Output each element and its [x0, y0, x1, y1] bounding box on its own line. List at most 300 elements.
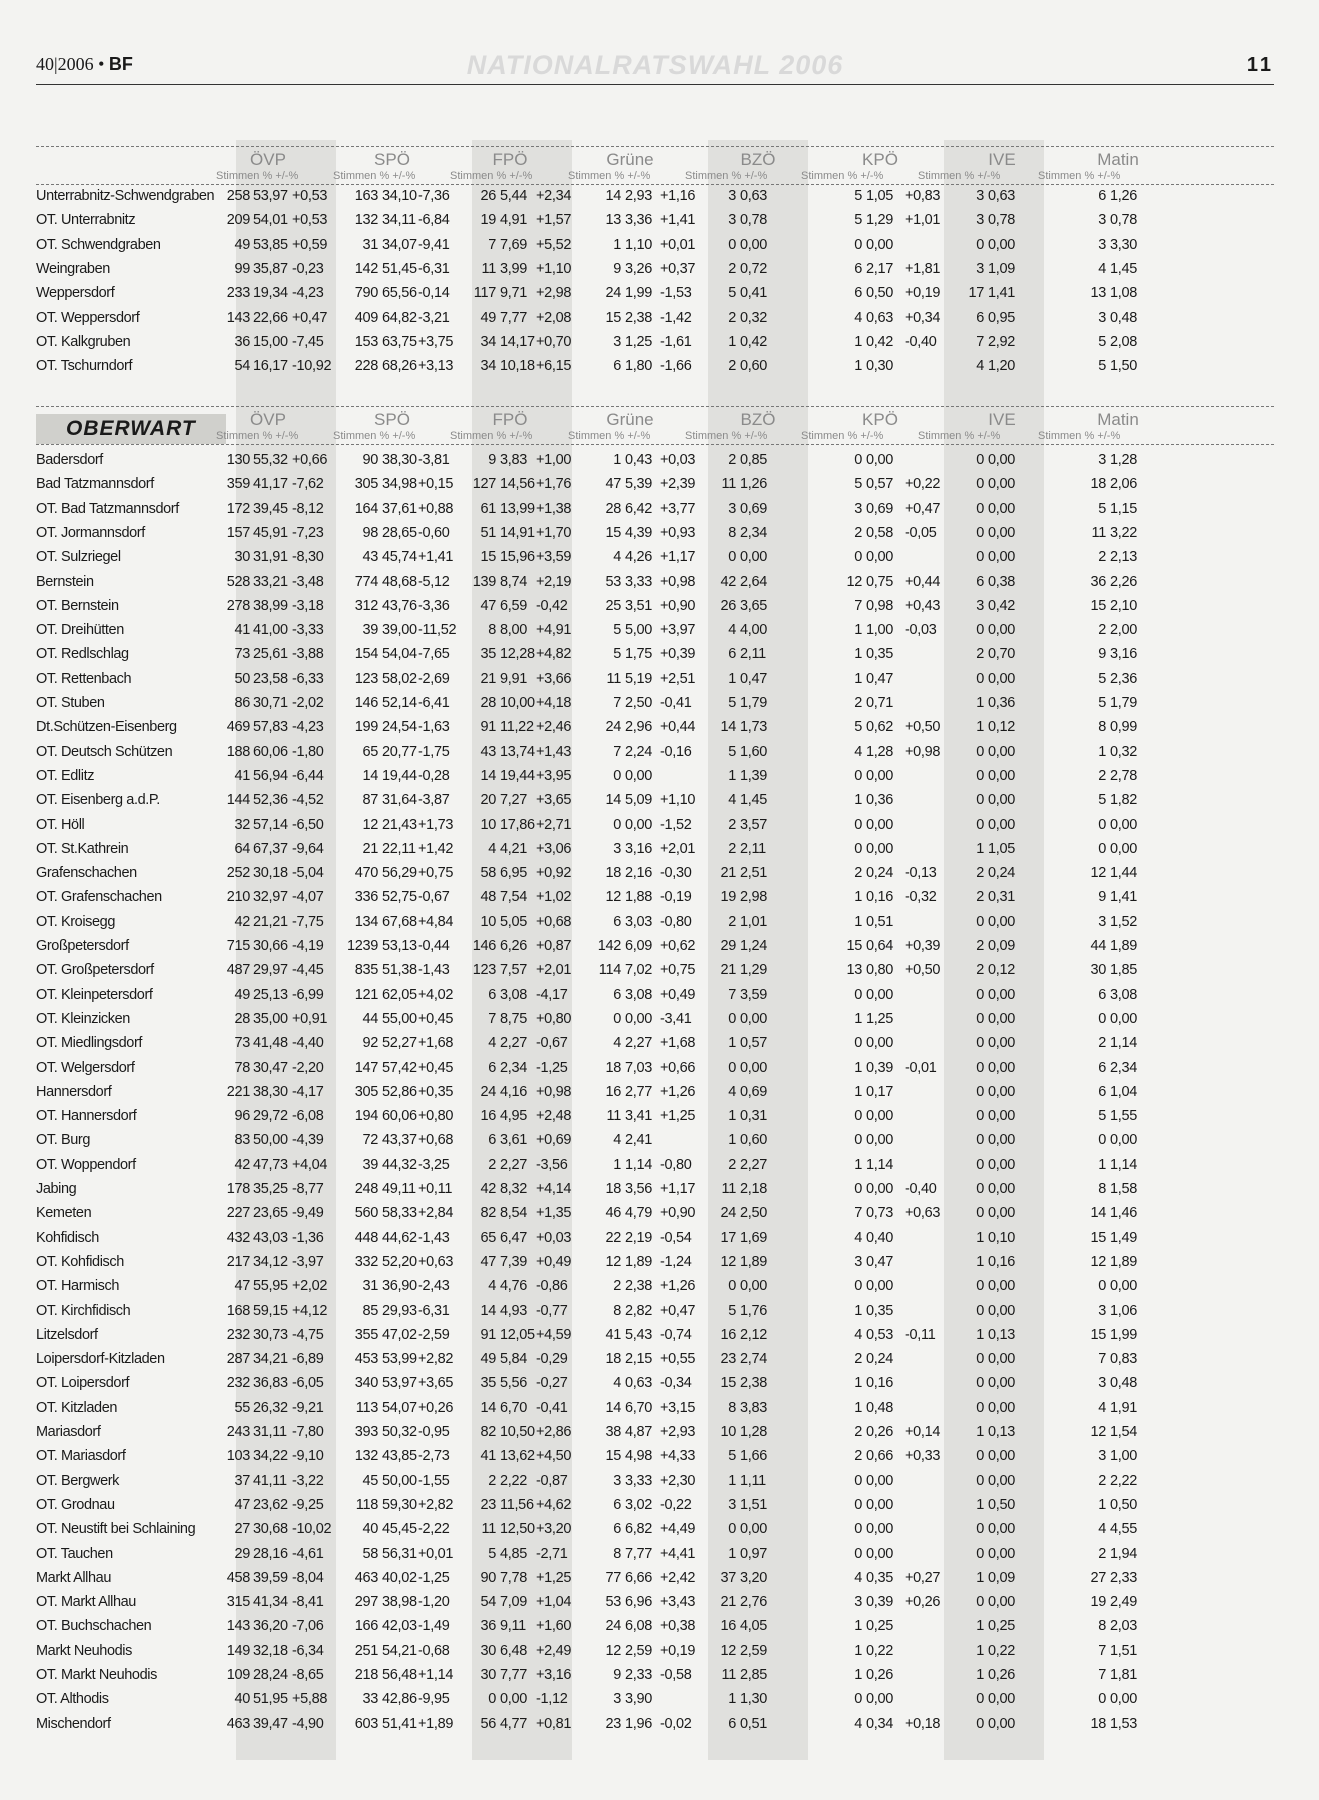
percent-cell: 25,13 — [253, 986, 288, 1003]
votes-cell: 5 — [1098, 333, 1106, 350]
votes-cell: 0 — [854, 1496, 862, 1513]
percent-cell: 7,02 — [625, 962, 653, 979]
votes-cell: 336 — [354, 889, 378, 906]
votes-cell: 12 — [605, 1253, 621, 1270]
percent-cell: 0,00 — [988, 1010, 1016, 1027]
percent-cell: 2,22 — [500, 1472, 528, 1489]
percent-cell: 0,00 — [1110, 1691, 1138, 1708]
change-cell: +2,34 — [536, 188, 572, 204]
percent-cell: 0,00 — [740, 1521, 768, 1538]
percent-cell: 0,09 — [988, 1569, 1016, 1586]
change-cell: -4,52 — [292, 792, 324, 809]
change-cell: -2,20 — [292, 1059, 324, 1076]
change-cell: +0,63 — [905, 1205, 941, 1222]
municipality-name: OT. Markt Allhau — [36, 1594, 136, 1611]
percent-cell: 4,91 — [500, 212, 528, 229]
percent-cell: 0,38 — [988, 573, 1016, 590]
municipality-name: Dt.Schützen-Eisenberg — [36, 719, 177, 736]
change-cell: -1,63 — [418, 719, 450, 736]
percent-cell: 19,44 — [382, 767, 417, 784]
percent-cell: 0,97 — [740, 1545, 768, 1562]
change-cell: +1,35 — [536, 1205, 572, 1222]
votes-cell: 6 — [613, 1496, 621, 1513]
votes-cell: 359 — [226, 476, 250, 493]
percent-cell: 1,09 — [988, 260, 1016, 277]
percent-cell: 56,94 — [253, 767, 288, 784]
percent-cell: 4,26 — [625, 549, 653, 566]
change-cell: +0,66 — [660, 1059, 696, 1076]
change-cell: -1,53 — [660, 285, 692, 302]
percent-cell: 2,33 — [1110, 1569, 1138, 1586]
votes-cell: 790 — [354, 285, 378, 302]
votes-cell: 18 — [1090, 476, 1106, 493]
change-cell: -8,65 — [292, 1667, 324, 1683]
votes-cell: 49 — [480, 309, 496, 326]
votes-cell: 4 — [488, 840, 496, 857]
votes-cell: 0 — [854, 1035, 862, 1052]
votes-cell: 0 — [1098, 1132, 1106, 1149]
change-cell: +0,37 — [660, 260, 696, 277]
change-cell: -9,25 — [292, 1496, 324, 1513]
percent-cell: 1,46 — [1110, 1205, 1138, 1222]
region-title: OBERWART — [36, 414, 226, 444]
percent-cell: 12,50 — [500, 1521, 535, 1538]
percent-cell: 45,45 — [382, 1521, 417, 1538]
municipality-name: OT. Hannersdorf — [36, 1108, 137, 1125]
percent-cell: 1,14 — [866, 1156, 894, 1173]
votes-cell: 40 — [362, 1521, 378, 1538]
percent-cell: 3,02 — [625, 1496, 653, 1513]
percent-cell: 1,88 — [625, 889, 653, 906]
votes-cell: 4 — [728, 622, 736, 639]
percent-cell: 39,45 — [253, 500, 288, 517]
change-cell: +0,88 — [418, 500, 454, 517]
votes-cell: 0 — [613, 767, 621, 784]
change-cell: +0,35 — [418, 1083, 454, 1100]
percent-cell: 38,30 — [382, 452, 417, 468]
column-subheader — [568, 170, 650, 182]
percent-cell: 3,90 — [625, 1691, 653, 1708]
change-cell: +1,73 — [418, 816, 454, 833]
votes-cell: 1 — [854, 1010, 862, 1027]
table-row — [36, 1420, 1274, 1444]
votes-cell: 0 — [976, 743, 984, 760]
percent-cell: 0,00 — [988, 1181, 1016, 1197]
diff-label: +/-% — [1097, 430, 1121, 442]
change-cell: -0,29 — [536, 1351, 568, 1368]
votes-cell: 0 — [976, 1205, 984, 1222]
percent-cell: 0,00 — [988, 913, 1016, 930]
votes-cell: 9 — [488, 452, 496, 468]
change-cell: -6,50 — [292, 816, 324, 833]
percent-cell: 7,54 — [500, 889, 528, 906]
municipality-name: OT. Bad Tatzmannsdorf — [36, 500, 179, 517]
change-cell: +2,19 — [536, 573, 572, 590]
votes-cell: 0 — [976, 767, 984, 784]
votes-cell: 393 — [354, 1424, 378, 1440]
percent-cell: 44,32 — [382, 1156, 417, 1173]
percent-cell: 41,11 — [253, 1472, 287, 1489]
percent-cell: 1,91 — [1110, 1399, 1138, 1416]
votes-cell: 7 — [488, 236, 496, 253]
change-cell: -0,42 — [536, 597, 568, 614]
change-cell: -0,01 — [905, 1059, 937, 1076]
diff-label: +/-% — [392, 170, 416, 182]
percent-cell: 3,08 — [1110, 986, 1138, 1003]
votes-cell: 2 — [488, 1472, 496, 1489]
votes-cell: 44 — [1090, 938, 1106, 954]
change-cell: -3,48 — [292, 573, 324, 590]
votes-cell: 2 — [728, 840, 736, 857]
change-cell: +1,25 — [660, 1108, 696, 1125]
percent-cell: 5,09 — [625, 792, 653, 809]
percent-cell: 51,41 — [382, 1715, 417, 1732]
municipality-name: OT. Burg — [36, 1132, 91, 1149]
percent-cell: 0,00 — [740, 549, 768, 566]
stimmen-label: Stimmen — [801, 430, 845, 442]
change-cell: +1,41 — [418, 549, 454, 566]
percent-cell: 45,74 — [382, 549, 417, 566]
change-cell: +0,53 — [292, 188, 328, 204]
percent-cell: 4,98 — [625, 1448, 653, 1465]
votes-cell: 3 — [854, 1594, 862, 1611]
votes-cell: 21 — [480, 670, 496, 687]
change-cell: +1,81 — [905, 260, 941, 277]
section-header — [36, 400, 1274, 446]
percent-cell: 1,89 — [1110, 938, 1138, 954]
votes-cell: 7 — [613, 743, 621, 760]
votes-cell: 1 — [854, 333, 862, 350]
percent-cell: 0,69 — [866, 500, 894, 517]
percent-cell: 28,16 — [253, 1545, 288, 1562]
votes-cell: 12 — [846, 573, 862, 590]
change-cell: -6,08 — [292, 1108, 324, 1125]
votes-cell: 16 — [720, 1618, 736, 1635]
votes-cell: 258 — [226, 188, 250, 204]
votes-cell: 21 — [720, 962, 736, 979]
percent-cell: 0,00 — [866, 1108, 894, 1125]
votes-cell: 453 — [354, 1351, 378, 1368]
percent-cell: 42,86 — [382, 1691, 417, 1708]
percent-cell: 53,85 — [253, 236, 288, 253]
votes-cell: 199 — [354, 719, 378, 736]
votes-cell: 0 — [728, 1278, 736, 1295]
votes-cell: 48 — [480, 889, 496, 906]
percent-cell: 3,99 — [500, 260, 528, 277]
diff-label: +/-% — [275, 430, 299, 442]
votes-cell: 12 — [1090, 865, 1106, 882]
percent-cell: 0,24 — [866, 865, 894, 882]
votes-cell: 1 — [854, 1059, 862, 1076]
change-cell: -0,32 — [905, 889, 937, 906]
percent-cell: 7,39 — [500, 1253, 528, 1270]
votes-cell: 92 — [362, 1035, 378, 1052]
change-cell: +1,89 — [418, 1715, 454, 1732]
votes-cell: 7 — [1098, 1642, 1106, 1659]
municipality-name: Litzelsdorf — [36, 1326, 98, 1343]
votes-cell: 47 — [480, 597, 496, 614]
percent-cell: 5,05 — [500, 913, 528, 930]
change-cell: -4,39 — [292, 1132, 324, 1149]
stimmen-label: Stimmen — [1038, 430, 1082, 442]
votes-cell: 4 — [854, 1715, 862, 1732]
votes-cell: 49 — [234, 986, 250, 1003]
change-cell: -2,22 — [418, 1521, 450, 1538]
votes-cell: 9 — [1098, 646, 1106, 663]
change-cell: +3,06 — [536, 840, 572, 857]
change-cell: +0,19 — [660, 1642, 696, 1659]
change-cell: +0,93 — [660, 524, 696, 541]
votes-cell: 0 — [613, 816, 621, 833]
votes-cell: 13 — [1090, 285, 1106, 302]
percent-cell: 2,34 — [500, 1059, 528, 1076]
votes-cell: 1 — [854, 792, 862, 809]
change-cell: -1,20 — [418, 1594, 450, 1611]
votes-cell: 15 — [846, 938, 862, 954]
votes-cell: 1 — [1098, 1156, 1106, 1173]
municipality-name: OT. Buchschachen — [36, 1618, 152, 1635]
votes-cell: 0 — [854, 767, 862, 784]
section-header — [36, 140, 1274, 186]
votes-cell: 1 — [976, 1424, 984, 1440]
votes-cell: 0 — [976, 622, 984, 639]
percent-cell: 0,16 — [866, 889, 894, 906]
percent-cell: 50,00 — [382, 1472, 417, 1489]
percent-cell: 2,27 — [740, 1156, 768, 1173]
percent-cell: 47,73 — [253, 1156, 288, 1173]
municipality-name: OT. Edlitz — [36, 767, 95, 784]
votes-cell: 90 — [362, 452, 378, 468]
table-row — [36, 594, 1274, 618]
votes-cell: 35 — [480, 646, 496, 663]
percent-cell: 0,00 — [988, 500, 1016, 517]
percent-cell: 57,14 — [253, 816, 288, 833]
municipality-name: OT. Kalkgruben — [36, 333, 131, 350]
percent-cell: 10,50 — [500, 1424, 535, 1440]
percent-cell: 0,17 — [866, 1083, 894, 1100]
votes-cell: 164 — [354, 500, 378, 517]
percent-cell: 4,87 — [625, 1424, 653, 1440]
votes-cell: 4 — [976, 358, 984, 375]
change-cell: +1,26 — [660, 1278, 696, 1295]
percent-cell: 0,73 — [866, 1205, 894, 1222]
votes-cell: 251 — [354, 1642, 378, 1659]
diff-label: +/-% — [744, 430, 768, 442]
percent-cell: 2,08 — [1110, 333, 1138, 350]
percent-cell: 51,38 — [382, 962, 417, 979]
percent-cell: 1,00 — [866, 622, 894, 639]
votes-cell: 43 — [480, 743, 496, 760]
percent-cell: 36,90 — [382, 1278, 417, 1295]
percent-cell: 2,24 — [625, 743, 653, 760]
change-cell: -4,75 — [292, 1326, 324, 1343]
change-cell: -2,71 — [536, 1545, 568, 1562]
municipality-name: Jabing — [36, 1181, 77, 1197]
votes-cell: 72 — [362, 1132, 378, 1149]
votes-cell: 143 — [226, 309, 250, 326]
votes-cell: 154 — [354, 646, 378, 663]
percent-cell: 39,47 — [253, 1715, 288, 1732]
percent-cell: 0,00 — [866, 452, 894, 468]
change-cell: +0,90 — [660, 1205, 696, 1222]
municipality-name: OT. Eisenberg a.d.P. — [36, 792, 160, 809]
votes-cell: 8 — [1098, 719, 1106, 736]
percent-cell: 52,27 — [382, 1035, 417, 1052]
percent-cell: 8,74 — [500, 573, 528, 590]
votes-cell: 6 — [613, 913, 621, 930]
percent-cell: 7,09 — [500, 1594, 528, 1611]
change-cell: -0,67 — [418, 889, 450, 906]
percent-label: % — [847, 430, 858, 442]
percent-cell: 5,84 — [500, 1351, 528, 1368]
votes-cell: 227 — [226, 1205, 250, 1222]
table-row — [36, 1104, 1274, 1128]
votes-cell: 65 — [480, 1229, 496, 1246]
votes-cell: 29 — [720, 938, 736, 954]
percent-cell: 28,24 — [253, 1667, 288, 1683]
percent-cell: 0,00 — [988, 1083, 1016, 1100]
votes-cell: 37 — [234, 1472, 250, 1489]
percent-cell: 0,95 — [988, 309, 1016, 326]
votes-cell: 4 — [1098, 1521, 1106, 1538]
change-cell: +1,41 — [660, 212, 696, 229]
percent-cell: 6,08 — [625, 1618, 653, 1635]
percent-cell: 0,00 — [866, 1545, 894, 1562]
percent-cell: 1,41 — [1110, 889, 1138, 906]
percent-cell: 0,36 — [988, 695, 1016, 711]
percent-cell: 2,74 — [740, 1351, 768, 1368]
votes-cell: 6 — [728, 1715, 736, 1732]
percent-cell: 4,76 — [500, 1278, 528, 1295]
votes-cell: 6 — [488, 1059, 496, 1076]
votes-cell: 355 — [354, 1326, 378, 1343]
votes-cell: 27 — [1090, 1569, 1106, 1586]
votes-cell: 0 — [976, 1010, 984, 1027]
percent-cell: 4,21 — [500, 840, 528, 857]
percent-cell: 13,62 — [500, 1448, 535, 1465]
change-cell: +0,59 — [292, 236, 328, 253]
percent-cell: 3,30 — [1110, 236, 1138, 253]
percent-cell: 13,74 — [500, 743, 535, 760]
stimmen-label: Stimmen — [801, 170, 845, 182]
municipality-name: Mariasdorf — [36, 1424, 101, 1440]
votes-cell: 2 — [1098, 549, 1106, 566]
votes-cell: 143 — [226, 1618, 250, 1635]
party-name: KPÖ — [862, 150, 898, 169]
municipality-name: OT. Miedlingsdorf — [36, 1035, 143, 1052]
percent-cell: 36,20 — [253, 1618, 288, 1635]
votes-cell: 297 — [354, 1594, 378, 1611]
votes-cell: 24 — [720, 1205, 736, 1222]
change-cell: +4,59 — [536, 1326, 572, 1343]
percent-cell: 59,15 — [253, 1302, 288, 1319]
percent-cell: 0,63 — [988, 188, 1016, 204]
change-cell: +0,14 — [905, 1424, 941, 1440]
votes-cell: 0 — [976, 1399, 984, 1416]
percent-cell: 0,47 — [866, 670, 894, 687]
votes-cell: 11 — [721, 1667, 736, 1683]
percent-cell: 3,61 — [500, 1132, 528, 1149]
votes-cell: 0 — [976, 1059, 984, 1076]
percent-cell: 0,00 — [866, 1132, 894, 1149]
municipality-name: Markt Neuhodis — [36, 1642, 132, 1659]
percent-cell: 1,53 — [1110, 1715, 1138, 1732]
votes-cell: 31 — [362, 1278, 378, 1295]
votes-cell: 45 — [362, 1472, 378, 1489]
votes-cell: 47 — [605, 476, 621, 493]
table-row — [36, 1687, 1274, 1711]
percent-cell: 30,47 — [253, 1059, 288, 1076]
change-cell: +0,01 — [660, 236, 696, 253]
votes-cell: 8 — [1098, 1618, 1106, 1635]
change-cell: -7,23 — [292, 524, 324, 541]
percent-cell: 5,39 — [625, 476, 653, 493]
votes-cell: 3 — [613, 333, 621, 350]
percent-cell: 0,72 — [740, 260, 768, 277]
votes-cell: 90 — [480, 1569, 496, 1586]
votes-cell: 7 — [854, 597, 862, 614]
votes-cell: 5 — [613, 622, 621, 639]
percent-cell: 0,00 — [988, 524, 1016, 541]
change-cell: +4,84 — [418, 913, 454, 930]
percent-cell: 1,85 — [1110, 962, 1138, 979]
votes-cell: 217 — [226, 1253, 250, 1270]
percent-cell: 0,69 — [740, 500, 768, 517]
change-cell: -0,77 — [536, 1302, 568, 1319]
percent-cell: 0,83 — [1110, 1351, 1138, 1368]
change-cell: +0,44 — [660, 719, 696, 736]
votes-cell: 232 — [226, 1326, 250, 1343]
votes-cell: 29 — [234, 1545, 250, 1562]
votes-cell: 1 — [728, 1132, 736, 1149]
municipality-name: Bernstein — [36, 573, 94, 590]
votes-cell: 130 — [226, 452, 250, 468]
percent-cell: 0,22 — [866, 1642, 894, 1659]
votes-cell: 0 — [976, 1181, 984, 1197]
votes-cell: 0 — [854, 452, 862, 468]
change-cell: +3,15 — [660, 1399, 696, 1416]
percent-label: % — [964, 430, 975, 442]
percent-cell: 38,99 — [253, 597, 288, 614]
percent-cell: 52,36 — [253, 792, 288, 809]
percent-label: % — [731, 170, 742, 182]
change-cell: -4,23 — [292, 719, 324, 736]
votes-cell: 18 — [605, 1351, 621, 1368]
change-cell: +0,98 — [905, 743, 941, 760]
votes-cell: 49 — [480, 1351, 496, 1368]
percent-cell: 62,05 — [382, 986, 417, 1003]
votes-cell: 146 — [354, 695, 378, 711]
change-cell: -0,60 — [418, 524, 450, 541]
stimmen-label: Stimmen — [1038, 170, 1082, 182]
change-cell: -0,11 — [905, 1326, 936, 1343]
percent-cell: 29,72 — [253, 1108, 288, 1125]
party-name: BZÖ — [740, 410, 776, 429]
votes-cell: 47 — [480, 1253, 496, 1270]
percent-cell: 67,37 — [253, 840, 288, 857]
table-row — [36, 1542, 1274, 1566]
votes-cell: 109 — [226, 1667, 250, 1683]
change-cell: -0,40 — [905, 1181, 937, 1197]
municipality-name: OT. St.Kathrein — [36, 840, 129, 857]
percent-cell: 0,00 — [1110, 1132, 1138, 1149]
change-cell: +4,02 — [418, 986, 454, 1003]
votes-cell: 1 — [976, 1642, 984, 1659]
votes-cell: 432 — [226, 1229, 250, 1246]
percent-cell: 21,21 — [253, 913, 288, 930]
percent-cell: 0,00 — [866, 1181, 894, 1197]
votes-cell: 139 — [472, 573, 496, 590]
